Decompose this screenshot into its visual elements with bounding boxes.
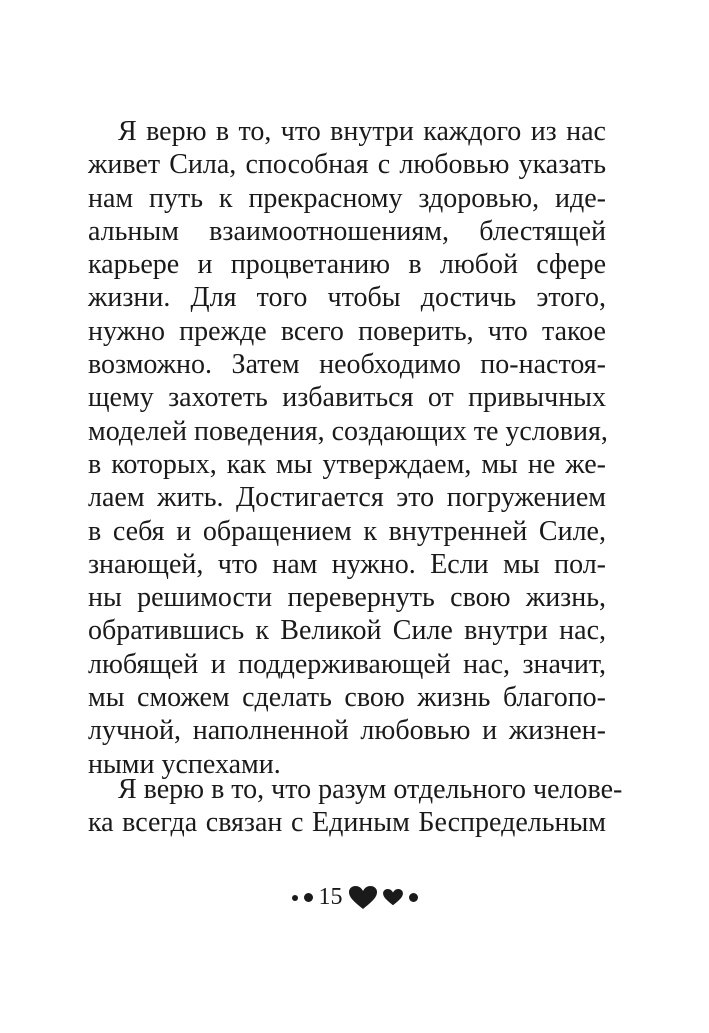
dot-icon — [292, 895, 298, 901]
paragraph-1 — [88, 115, 606, 781]
text-line: ка всегда связан с Единым Беспредельным — [88, 807, 606, 839]
text-line: нам путь к прекрасному здоровью, иде- — [88, 182, 606, 214]
text-line: жизни. Для того чтобы достичь этого, — [88, 282, 606, 314]
dot-icon — [409, 893, 418, 902]
text-line: в себя и обращением к внутренней Силе, — [88, 515, 606, 547]
heart-icon — [383, 889, 403, 906]
text-line: ными успехами. — [88, 748, 281, 780]
page-number: 15 — [318, 884, 343, 910]
text-line: в которых, как мы утверждаем, мы не же- — [88, 448, 606, 480]
text-line: любящей и поддерживающей нас, значит, — [88, 648, 606, 680]
text-line: карьере и процветанию в любой сфере — [88, 249, 606, 281]
text-line: лаем жить. Достигается это погружением — [88, 482, 606, 514]
dot-icon — [304, 893, 313, 902]
text-line: Я верю в то, что разум отдельного челове- — [118, 774, 623, 805]
text-line: живет Сила, способная с любовью указать — [88, 149, 606, 181]
text-line: нужно прежде всего поверить, что такое — [88, 315, 606, 347]
paragraph-2 — [88, 773, 623, 840]
text-line: ны решимости перевернуть свою жизнь, — [88, 582, 606, 614]
text-line: обратившись к Великой Силе внутри нас, — [88, 615, 606, 647]
heart-icon — [349, 886, 377, 910]
text-line: Я верю в то, что внутри каждого из нас — [118, 116, 606, 147]
text-line: возможно. Затем необходимо по-настоя- — [88, 349, 606, 381]
text-line: моделей поведения, создающих те условия, — [88, 415, 608, 447]
text-line: лучной, наполненной любовью и жизнен- — [88, 715, 606, 747]
text-line: мы сможем сделать свою жизнь благопо- — [88, 682, 606, 714]
text-line: знающей, что нам нужно. Если мы пол- — [88, 548, 606, 580]
text-line: щему захотеть избавиться от привычных — [88, 382, 606, 414]
text-line: альным взаимоотношениям, блестящей — [88, 215, 606, 247]
page-footer — [0, 884, 709, 911]
